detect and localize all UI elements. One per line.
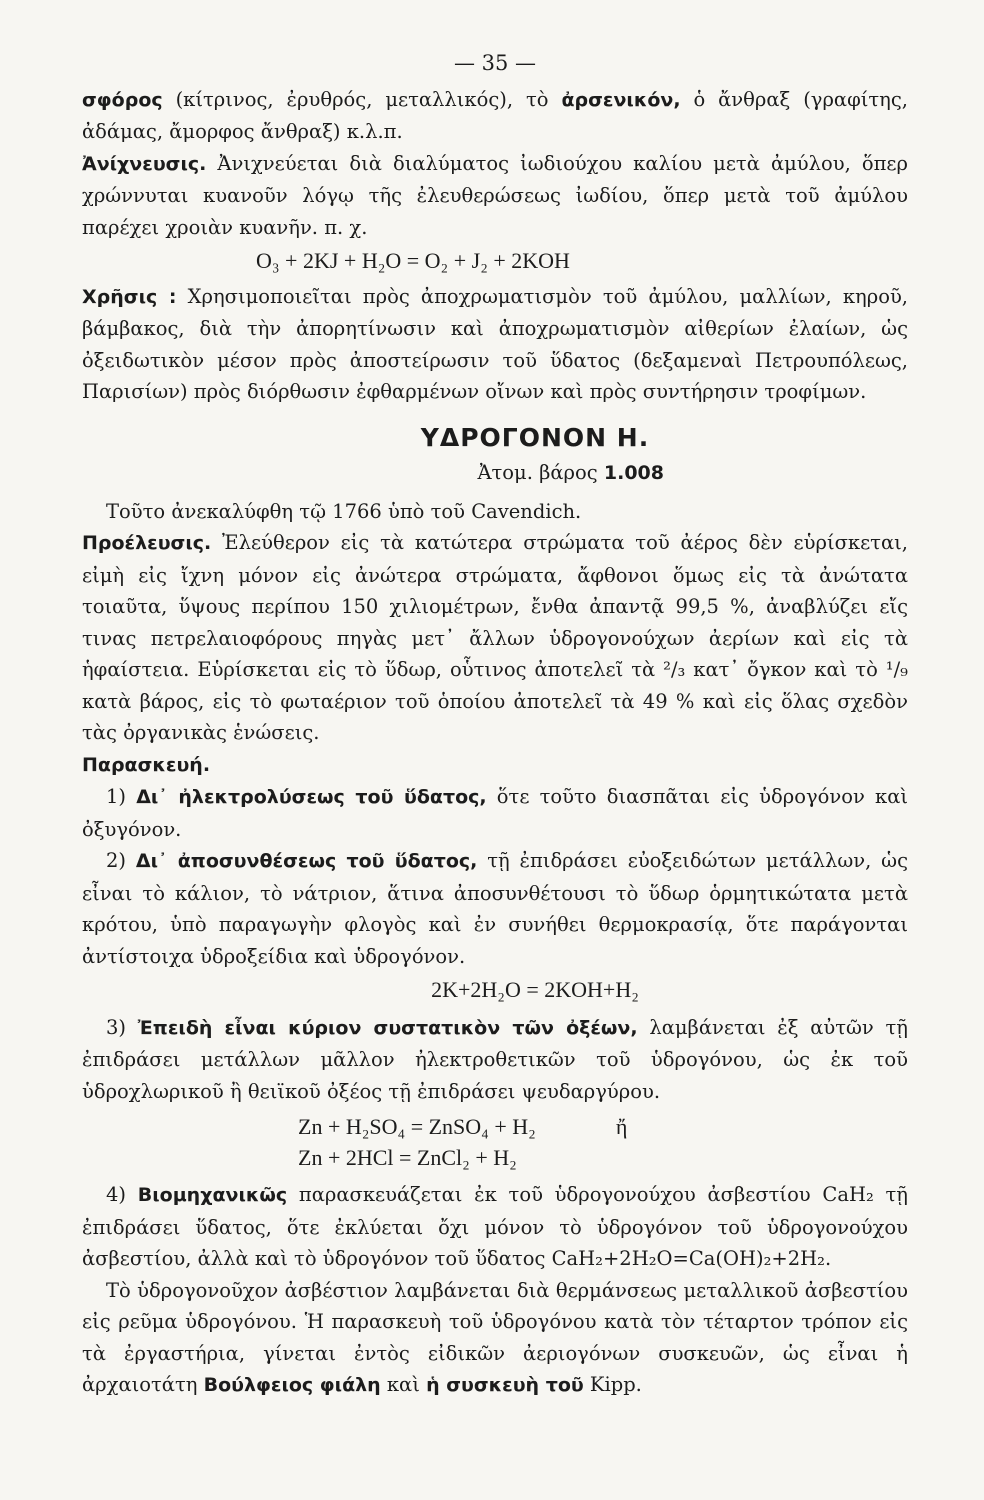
method-3 <box>82 1012 908 1108</box>
heading-preparation-line <box>82 749 908 782</box>
text-run: ὅτε τοῦτο διασπᾶται εἰς ὑδρογόνον καὶ ὀξυγόνον. <box>82 785 909 841</box>
method-1 <box>82 781 908 845</box>
formula-zinc-sulfuric <box>298 1111 908 1142</box>
method-4 <box>82 1179 908 1275</box>
method-number: 1) <box>106 785 127 808</box>
paragraph-final <box>82 1275 908 1402</box>
text-run: Ἀνιχνεύεται διὰ διαλύματος ἰωδιούχου καλίου μετὰ ἀμύλου, ὅπερ χρώννυται κυανοῦν λόγῳ τῆς ἐλευθερώσεως ἰωδίου, ὅπερ μετὰ τοῦ ἀμύλου παρέχει χροιὰν κυανῆν. π. χ. <box>82 151 908 239</box>
paragraph-detection <box>82 148 908 244</box>
term-apparatus: ἡ συσκευὴ τοῦ <box>426 1374 584 1396</box>
term-arsenic: ἀρσενικόν, <box>561 88 681 111</box>
formula-ozone: O₃ + 2KJ + H₂O = O₂ + J₂ + 2KOH <box>256 248 570 273</box>
atomic-weight-value: 1.008 <box>603 462 664 484</box>
page-number: — 35 — <box>453 51 537 75</box>
atomic-weight-label: Ἀτομ. βάρος <box>477 461 598 484</box>
text-run: Τὸ ὑδρογονοῦχον ἀσβέστιον λαμβάνεται διὰ θερμάνσεως μεταλλικοῦ ἀσβεστίου εἰς ρεῦμα ὑδρογόνου. Ἡ παρασκευὴ τοῦ ὑδρογόνου κατὰ τὸν τέταρτον τρόπον εἰς τὰ ἐργαστήρια, γίνεται ἐντὸς εἰδικῶν ἀεριογόνων συσκευῶν, ὡς εἶναι ἡ ἀρχαιοτάτη <box>82 1278 908 1396</box>
document-page <box>82 48 908 1402</box>
text-run: Ἐλεύθερον εἰς τὰ κατώτερα στρώματα τοῦ ἀέρος δὲν εὑρίσκεται, εἰμὴ εἰς ἴχνη μόνον εἰς ἀνώτερα στρώματα, ἄφθονοι ὅμως εἰς τὰ ἀνώτατα τοιαῦτα, ὕψους περίπου 150 χιλιομέτρων, ἔνθα ἀπαντᾷ 99,5 %, ἀναβλύζει εἴς τινας πετρελαιοφόρους πηγὰς μετ᾽ ἄλλων ὑδρογονούχων ἀερίων καὶ εἰς τὰ ἡφαίστεια. Εὑρίσκεται εἰς τὸ ὕδωρ, οὗτινος ἀποτελεῖ τὰ ²/₃ κατ᾽ ὄγκον καὶ τὸ ¹/₉ κατὰ βάρος, εἰς τὸ φωταέριον τοῦ ὁποίου ἀποτελεῖ τὰ 49 % καὶ εἰς ὅλας σχεδὸν τὰς ὀργανικὰς ἑνώσεις. <box>82 531 908 744</box>
text-run: Kipp. <box>583 1373 642 1396</box>
atomic-weight <box>82 457 908 490</box>
text-run: (κίτρινος, ἐρυθρός, μεταλλικός), τὸ <box>162 87 562 111</box>
method-number: 4) <box>106 1183 127 1206</box>
method-title: Βιομηχανικῶς <box>137 1184 288 1206</box>
heading-uses: Χρῆσις : <box>82 285 177 308</box>
term-lead: σφόρος <box>82 88 163 111</box>
paragraph-origin <box>82 527 908 749</box>
text-run: λαμβάνεται ἐξ αὐτῶν τῇ ἐπιδράσει μετάλλων μᾶλλον ἠλεκτροθετικῶν τοῦ ὑδρογόνου, ὡς ἐκ τοῦ ὑδροχλωρικοῦ ἢ θειϊκοῦ ὀξέος τῇ ἐπιδράσει ψευδαργύρου. <box>82 1015 908 1103</box>
paragraph-continuation <box>82 84 908 148</box>
formula-zinc-hydrochloric: Zn + 2HCl = ZnCl₂ + H₂ <box>298 1145 517 1170</box>
formula-or: ἤ <box>615 1114 628 1139</box>
method-title: Δι᾽ ἠλεκτρολύσεως τοῦ ὕδατος, <box>136 786 487 808</box>
formula-text: Zn + H₂SO₄ = ZnSO₄ + H₂ <box>298 1114 536 1139</box>
text-run: ὁ ἄνθραξ (γραφίτης, ἀδάμας, ἄμορφος ἄνθραξ) κ.λ.π. <box>82 87 908 143</box>
heading-origin: Προέλευσις. <box>82 532 212 554</box>
text-run: τῇ ἐπιδράσει εὐοξειδώτων μετάλλων, ὡς εἶναι τὸ κάλιον, τὸ νάτριον, ἅτινα ἀποσυνθέτουσι τὸ ὕδωρ ὁρμητικώτατα μετὰ κρότου, ὑπὸ παραγωγὴν φλογὸς καὶ ἐν συνήθει θερμοκρασίᾳ, ὅτε παράγονται ἀντίστοιχα ὑδροξείδια καὶ ὑδρογόνον. <box>82 849 909 968</box>
method-title: Δι᾽ ἀποσυνθέσεως τοῦ ὕδατος, <box>135 850 478 872</box>
formula-potassium: 2K+2H₂O = 2KOH+H₂ <box>431 977 639 1002</box>
text-run: Χρησιμοποιεῖται πρὸς ἀποχρωματισμὸν τοῦ ἀμύλου, μαλλίων, κηροῦ, βάμβακος, διὰ τὴν ἀπορητίνωσιν καὶ ἀποχρωματισμὸν αἰθερίων ἐλαίων, ὡς ὀξειδωτικὸν μέσον πρὸς ἀποστείρωσιν τοῦ ὕδατος (δεξαμεναὶ Πετρουπόλεως, Παρισίων) πρὸς διόρθωσιν ἐφθαρμένων οἴνων καὶ πρὸς συντήρησιν τροφίμων. <box>82 284 908 403</box>
section-title: ΥΔΡΟΓΟΝΟΝ Η. <box>420 422 650 452</box>
term-woulfe-bottle: Βούλφειος φιάλη <box>203 1374 381 1396</box>
text-run: παρασκευάζεται ἐκ τοῦ ὑδρογονούχου ἀσβεστίου CaH₂ τῇ ἐπιδράσει ὕδατος, ὅτε ἐκλύεται ὄχι μόνον τὸ ὑδρογόνον τοῦ ὑδρογονούχου ἀσβεστίου, ἀλλὰ καὶ τὸ ὑδρογόνον τοῦ ὕδατος CaH₂+2H₂O=Ca(OH)₂+2H₂. <box>82 1183 908 1270</box>
method-title: Ἐπειδὴ εἶναι κύριον συστατικὸν τῶν ὀξέων, <box>137 1016 638 1039</box>
heading-preparation: Παρασκευή. <box>82 753 211 776</box>
method-number: 2) <box>106 849 127 872</box>
method-2 <box>82 845 908 972</box>
text-run: καὶ <box>380 1373 427 1396</box>
heading-detection: Ἀνίχνευσις. <box>82 152 207 175</box>
method-number: 3) <box>106 1015 127 1039</box>
formula-zinc-pair <box>82 1111 908 1173</box>
paragraph-discovery: Τοῦτο ἀνεκαλύφθη τῷ 1766 ὑπὸ τοῦ Cavendich. <box>106 499 582 523</box>
paragraph-uses <box>82 281 908 408</box>
